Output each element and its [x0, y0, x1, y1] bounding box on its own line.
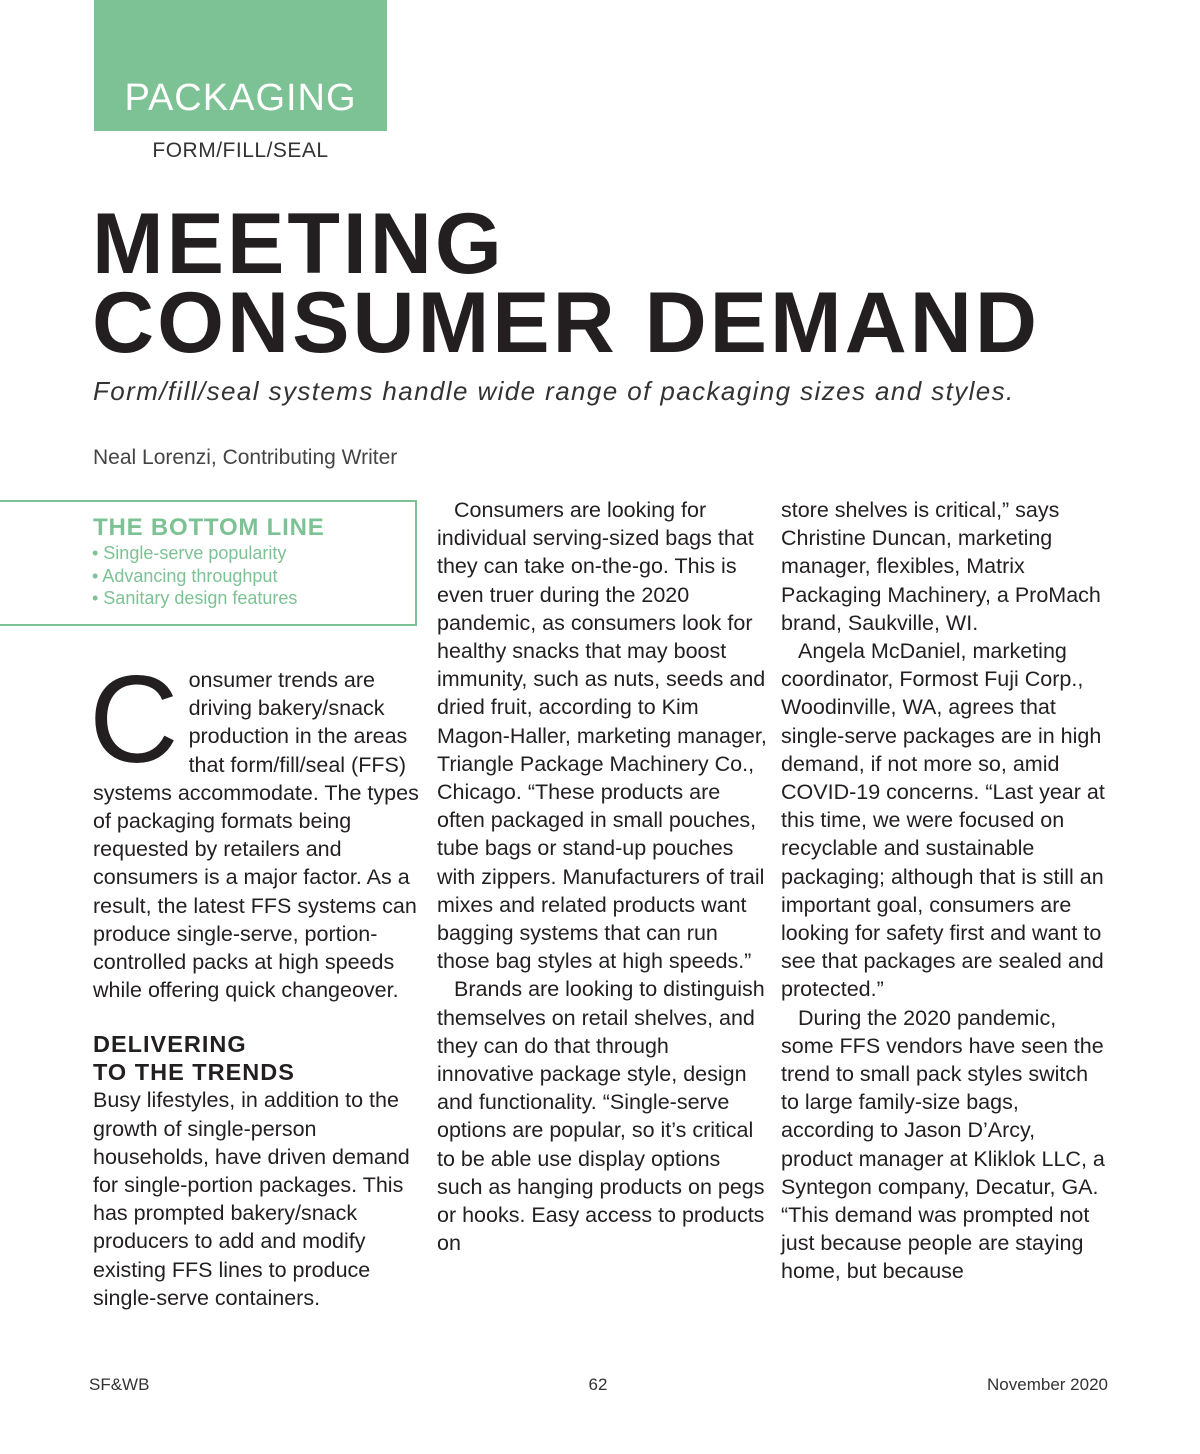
article-deck: Form/fill/seal systems handle wide range of packaging sizes and styles.	[93, 376, 1015, 406]
article-byline: Neal Lorenzi, Contributing Writer	[93, 446, 398, 469]
body-paragraph: Consumers are looking for individual serving-sized bags that they can take on-the-go. This is even truer during the 2020 pandemic, as consumers look for healthy snacks that may boost immunity, such as nuts, seeds and dried fruit, according to Kim Magon-Haller, marketing manager, Triangle Package Machinery Co., Chicago. “These products are often packaged in small pouches, tube bags or stand-up pouches with zippers. Manufacturers of trail mixes and related products want bagging systems that can run those bag styles at high speeds.”	[437, 498, 767, 974]
footer-issue-date: November 2020	[987, 1375, 1108, 1394]
bottom-line-box	[0, 500, 417, 626]
bottom-line-item: • Sanitary design features	[92, 588, 298, 608]
bottom-line-item: • Advancing throughput	[92, 565, 278, 586]
bottom-line-list	[92, 542, 297, 610]
footer-page-number: 62	[588, 1375, 608, 1394]
section-tab	[94, 0, 387, 131]
article-headline	[92, 196, 1040, 371]
body-column-3	[781, 496, 1111, 1286]
subhead-line-1: DELIVERING	[93, 1031, 247, 1058]
body-paragraph: During the 2020 pandemic, some FFS vendors have seen the trend to small pack styles switch to large family-size bags, according to Jason D’Arcy, product manager at Kliklok LLC, a Syntegon company, Decatur, GA. “This demand was prompted not just because people are staying home, but because	[781, 1005, 1105, 1284]
bottom-line-title: THE BOTTOM LINE	[93, 514, 325, 541]
body-paragraph: Busy lifestyles, in addition to the growth of single-person households, have driven demand for single-portion packages. This has prompted bakery/snack producers to add and modify existing FFS lines to produce single-serve containers.	[93, 1088, 410, 1310]
body-column-1	[89, 651, 423, 1312]
section-label: PACKAGING	[124, 77, 357, 119]
section-subhead	[93, 1030, 423, 1086]
body-paragraph	[89, 651, 423, 1004]
headline-line-1: MEETING	[92, 196, 505, 292]
body-paragraph: Brands are looking to distinguish themselves on retail shelves, and they can do that through innovative package style, design and functionality. “Single-serve options are popular, so it’s critical to be able use display options such as hanging products on pegs or hooks. Easy access to products on	[437, 977, 765, 1256]
paragraph-text: onsumer trends are driving bakery/snack production in the areas that form/fill/seal (FFS) systems accommodate. The types of packaging formats being requested by retailers and consumers is a major factor. As a result, the latest FFS systems can produce single-serve, portion-controlled packs at high speeds while offering quick changeover.	[93, 668, 419, 1003]
footer-publication: SF&WB	[89, 1375, 150, 1394]
body-paragraph: store shelves is critical,” says Christine Duncan, marketing manager, flexibles, Matrix Packaging Machinery, a ProMach brand, Saukville, WI.	[781, 498, 1101, 635]
bottom-line-item: • Single-serve popularity	[92, 543, 287, 563]
body-column-2	[437, 496, 767, 1257]
drop-cap: C	[89, 651, 179, 789]
subsection-label: FORM/FILL/SEAL	[152, 139, 329, 162]
subhead-line-2: TO THE TRENDS	[93, 1059, 295, 1086]
headline-line-2: CONSUMER DEMAND	[92, 275, 1040, 371]
body-paragraph: Angela McDaniel, marketing coordinator, Formost Fuji Corp., Woodinville, WA, agrees that single-serve packages are in high demand, if not more so, amid COVID-19 concerns. “Last year at this time, we were focused on recyclable and sustainable packaging; although that is still an important goal, consumers are looking for safety first and want to see that packages are sealed and protected.”	[781, 639, 1105, 1002]
